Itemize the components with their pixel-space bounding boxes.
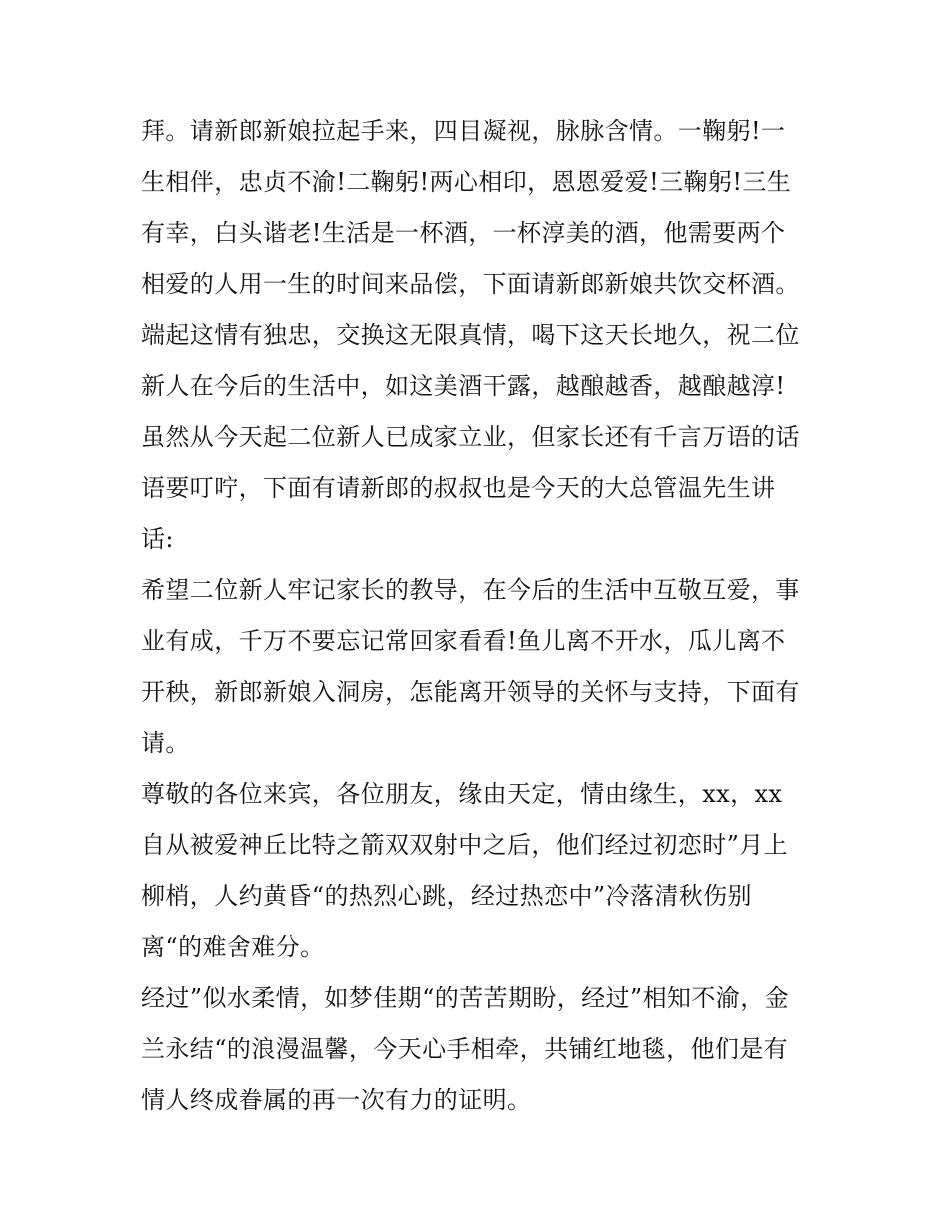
text-line: 虽然从今天起二位新人已成家立业，但家长还有千言万语的话 (141, 423, 800, 451)
text-line: 话: (141, 525, 174, 553)
text-line: 请。 (141, 729, 190, 757)
text-line: 开秧，新郎新娘入洞房，怎能离开领导的关怀与支持，下面有 (141, 678, 800, 706)
text-line: 端起这情有独忠，交换这无限真情，喝下这天长地久，祝二位 (141, 321, 800, 349)
text-line: 经过”似水柔情，如梦佳期“的苦苦期盼，经过”相知不渝，金 (141, 984, 790, 1012)
text-line: 有幸，白头谐老!生活是一杯酒，一杯淳美的酒，他需要两个 (141, 219, 786, 247)
text-line: 拜。请新郎新娘拉起手来，四目凝视，脉脉含情。一鞠躬!一 (141, 117, 786, 145)
text-line: 离“的难舍难分。 (141, 933, 325, 961)
text-line: 相爱的人用一生的时间来品偿，下面请新郎新娘共饮交杯酒。 (141, 270, 800, 298)
text-line: 兰永结“的浪漫温馨，今天心手相牵，共铺红地毯，他们是有 (141, 1035, 789, 1063)
text-line: 新人在今后的生活中，如这美酒干露，越酿越香，越酿越淳! (141, 372, 786, 400)
text-line: 情人终成眷属的再一次有力的证明。 (141, 1086, 532, 1114)
document-body (141, 106, 831, 1126)
text-line: 自从被爱神丘比特之箭双双射中之后，他们经过初恋时”月上 (141, 831, 789, 859)
text-line: 柳梢，人约黄昏“的热烈心跳，经过热恋中”冷落清秋伤别 (141, 882, 752, 910)
text-line: 尊敬的各位来宾，各位朋友，缘由天定，情由缘生，xx，xx (141, 780, 783, 808)
text-line: 希望二位新人牢记家长的教导，在今后的生活中互敬互爱，事 (141, 576, 800, 604)
text-line: 业有成，千万不要忘记常回家看看!鱼儿离不开水，瓜儿离不 (141, 627, 786, 655)
text-line: 生相伴，忠贞不渝!二鞠躬!两心相印，恩恩爱爱!三鞠躬!三生 (141, 168, 792, 196)
text-line: 语要叮咛，下面有请新郎的叔叔也是今天的大总管温先生讲 (141, 474, 776, 502)
